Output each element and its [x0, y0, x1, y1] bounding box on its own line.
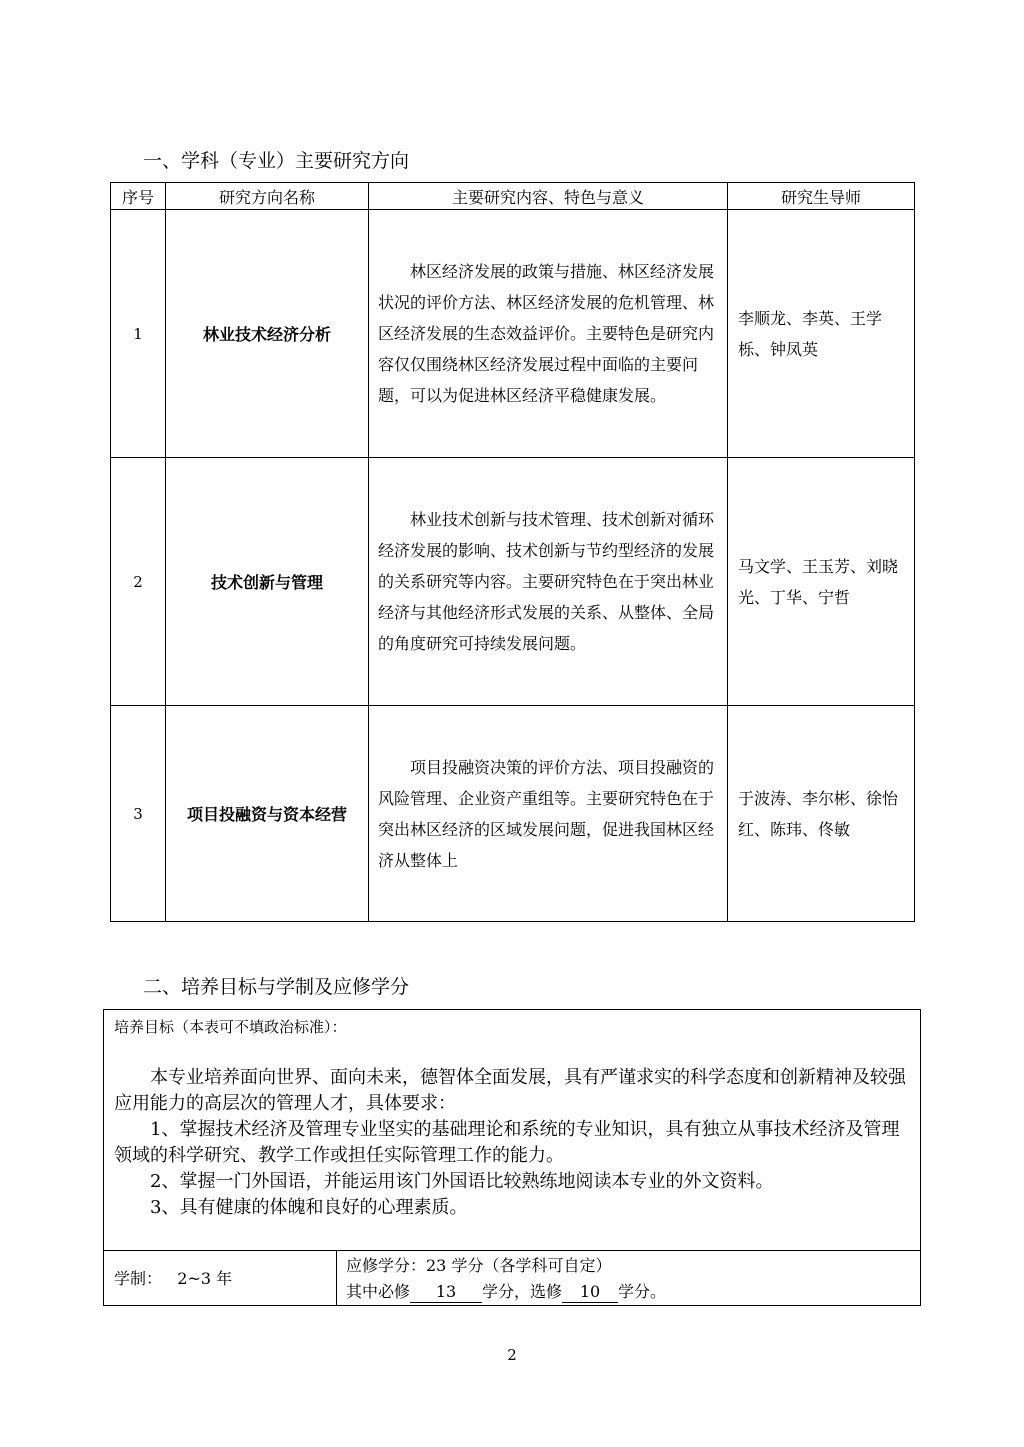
- goal-paragraph: 2、掌握一门外国语，并能运用该门外国语比较熟练地阅读本专业的外文资料。: [150, 1171, 774, 1192]
- row-content: [369, 210, 728, 458]
- row-content-text: 项目投融资决策的评价方法、项目投融资的风险管理、企业资产重组等。主要研究特色在于突出林区经济的区域发展问题，促进我国林区经济从整体上: [378, 757, 715, 870]
- row-num: 3: [111, 706, 166, 922]
- row-direction-name: 项目投融资与资本经营: [166, 706, 369, 922]
- row-content-text: 林业技术创新与技术管理、技术创新对循环经济发展的影响、技术创新与节约型经济的发展的关系研究等内容。主要研究特色在于突出林业经济与其他经济形式发展的关系、从整体、全局的角度研究可持续发展问题。: [378, 510, 715, 653]
- header-advisors: 研究生导师: [728, 183, 915, 210]
- goal-body: [114, 1065, 912, 1221]
- row-direction-name: 林业技术经济分析: [166, 210, 369, 458]
- header-content: 主要研究内容、特色与意义: [369, 183, 728, 210]
- credits: [346, 1253, 666, 1305]
- goal-label: 培养目标（本表可不填政治标准）：: [114, 1018, 347, 1036]
- header-direction-name: 研究方向名称: [166, 183, 369, 210]
- required-credits-value: 13: [410, 1282, 482, 1303]
- elective-suffix: 学分。: [618, 1282, 667, 1301]
- section1-title: 一、学科（专业）主要研究方向: [143, 150, 410, 172]
- row-advisors: 马文学、王玉芳、刘晓光、丁华、宁哲: [728, 458, 915, 706]
- row-num: 2: [111, 458, 166, 706]
- research-directions-table: [110, 182, 915, 922]
- goal-paragraph: 本专业培养面向世界、面向未来，德智体全面发展，具有严谨求实的科学态度和创新精神及较强应用能力的高层次的管理人才，具体要求：: [114, 1067, 906, 1114]
- box-divider-horizontal: [104, 1250, 920, 1251]
- table-row: [111, 458, 915, 706]
- duration: [114, 1266, 232, 1289]
- row-advisors: 李顺龙、李英、王学栎、钟凤英: [728, 210, 915, 458]
- table-header-row: [111, 183, 915, 210]
- row-advisors: 于波涛、李尔彬、徐怡红、陈玮、佟敏: [728, 706, 915, 922]
- credits-total: 应修学分：23 学分（各学科可自定）: [346, 1256, 612, 1275]
- row-content: [369, 706, 728, 922]
- row-num: 1: [111, 210, 166, 458]
- header-num: 序号: [111, 183, 166, 210]
- required-prefix: 其中必修: [346, 1282, 411, 1301]
- training-goal-box: [103, 1009, 921, 1306]
- section2-title: 二、培养目标与学制及应修学分: [143, 976, 410, 998]
- goal-paragraph: 1、掌握技术经济及管理专业坚实的基础理论和系统的专业知识，具有独立从事技术经济及管理领域的科学研究、教学工作或担任实际管理工作的能力。: [114, 1119, 900, 1166]
- table-row: [111, 706, 915, 922]
- credits-breakdown: [346, 1279, 666, 1305]
- required-mid: 学分，选修: [482, 1282, 563, 1301]
- table-row: [111, 210, 915, 458]
- row-content-text: 林区经济发展的政策与措施、林区经济发展状况的评价方法、林区经济发展的危机管理、林区经济发展的生态效益评价。主要特色是研究内容仅仅围绕林区经济发展过程中面临的主要问题，可以为促进林区经济平稳健康发展。: [378, 262, 715, 405]
- page-number: 2: [507, 1346, 517, 1364]
- row-direction-name: 技术创新与管理: [166, 458, 369, 706]
- row-content: [369, 458, 728, 706]
- goal-paragraph: 3、具有健康的体魄和良好的心理素质。: [150, 1197, 468, 1218]
- elective-credits-value: 10: [562, 1282, 618, 1303]
- duration-value: 2~3 年: [177, 1269, 233, 1288]
- duration-label: 学制：: [114, 1269, 163, 1288]
- box-divider-vertical: [336, 1250, 337, 1305]
